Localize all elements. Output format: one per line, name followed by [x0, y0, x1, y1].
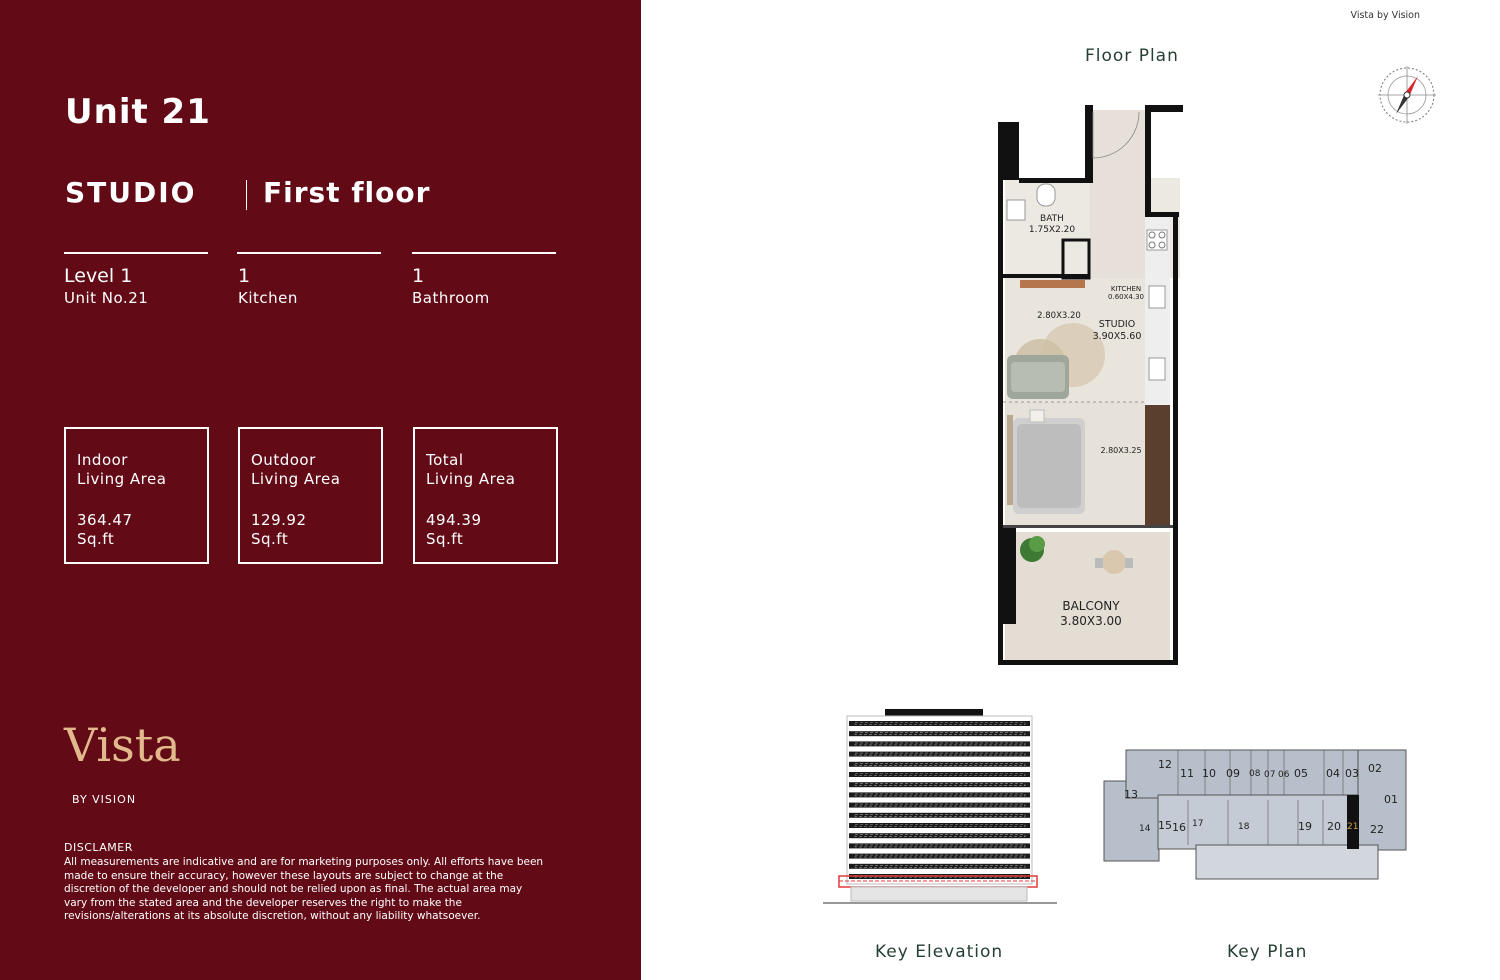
stat-value: Level 1 [64, 265, 133, 287]
stat-value: 1 [238, 265, 251, 287]
key-plan-title: Key Plan [1227, 942, 1308, 962]
key-plan-unit: 19 [1298, 820, 1312, 833]
key-plan-drawing [1098, 745, 1410, 885]
key-plan-unit: 18 [1238, 822, 1250, 832]
key-plan-unit: 07 [1264, 770, 1276, 780]
key-plan-unit: 08 [1249, 769, 1261, 779]
outdoor-area-box [238, 427, 383, 564]
elevation-floor-band [849, 792, 1030, 797]
unit-type: STUDIO [65, 176, 197, 209]
key-plan-unit: 17 [1192, 819, 1204, 829]
brand-subtitle: BY VISION [72, 793, 137, 806]
key-plan-unit: 16 [1172, 821, 1186, 834]
disclaimer-title: DISCLAMER [64, 841, 133, 854]
key-plan-unit: 12 [1158, 758, 1172, 771]
stat-rule [412, 252, 556, 254]
elevation-floor-band [849, 772, 1030, 777]
stat-kitchen [238, 265, 298, 307]
key-elevation-drawing [815, 705, 1065, 910]
stat-rule [237, 252, 381, 254]
total-area-box [413, 427, 558, 564]
area-unit: Sq.ft [251, 530, 289, 548]
key-plan-unit: 04 [1326, 767, 1340, 780]
key-plan-unit: 03 [1345, 767, 1359, 780]
key-plan-unit: 11 [1180, 767, 1194, 780]
top-brand-note: Vista by Vision [1350, 10, 1420, 21]
key-plan-unit: 01 [1384, 793, 1398, 806]
area-value: 129.92 [251, 511, 307, 529]
elevation-floor-band [849, 843, 1030, 848]
elevation-floor-band [849, 782, 1030, 787]
elevation-floor-band [849, 803, 1030, 808]
floor-plan-drawing [985, 100, 1190, 666]
area-unit: Sq.ft [77, 530, 115, 548]
key-plan-unit: 13 [1124, 788, 1138, 801]
elevation-floor-band [849, 721, 1030, 726]
stat-value: 1 [412, 265, 425, 287]
elevation-floor-band [849, 854, 1030, 859]
bath-dimensions: 1.75X2.20 [1028, 225, 1076, 235]
area-unit: Sq.ft [426, 530, 464, 548]
key-plan-unit: 09 [1226, 767, 1240, 780]
info-panel [0, 0, 641, 980]
key-plan-unit: 05 [1294, 767, 1308, 780]
unit-floor: First floor [263, 176, 431, 209]
area-label: Total Living Area [426, 451, 516, 488]
key-plan-unit: 15 [1158, 819, 1172, 832]
floor-plan-title: Floor Plan [1085, 46, 1179, 66]
key-plan-unit-highlight: 21 [1347, 822, 1359, 832]
disclaimer-text: All measurements are indicative and are for marketing purposes only. All efforts have been made to ensure their accuracy, however these layouts are subject to change at the discretion of the developer and should not be relied upon as final. The actual area may vary from the stated area and the developer reserves the right to make the revisions/alterations at its absolute discretion, without any liability whatsoever. [64, 856, 544, 923]
balcony-label: BALCONY [1062, 599, 1120, 613]
elevation-floor-band [849, 833, 1030, 838]
stat-label: Bathroom [412, 289, 490, 307]
key-plan-unit: 10 [1202, 767, 1216, 780]
bath-label: BATH [1040, 214, 1064, 224]
elevation-floor-band [849, 731, 1030, 736]
stat-rule [64, 252, 208, 254]
kitchen-label: KITCHEN [1110, 285, 1142, 293]
area-value: 364.47 [77, 511, 133, 529]
area-label: Outdoor Living Area [251, 451, 341, 488]
stat-bathroom [412, 265, 490, 307]
key-plan-unit: 20 [1327, 820, 1341, 833]
living-dimensions: 2.80X3.20 [1037, 311, 1081, 321]
kitchen-dimensions: 0.60X4.30 [1108, 293, 1144, 301]
key-plan-unit: 14 [1139, 824, 1151, 834]
elevation-floor-band [849, 741, 1030, 746]
stat-level [64, 265, 148, 307]
elevation-floor-band [849, 813, 1030, 818]
bedroom-dimensions: 2.80X3.25 [1100, 446, 1142, 455]
elevation-floor-band [849, 864, 1030, 869]
brand-logo-text: Vista [64, 718, 181, 772]
elevation-floor-band [849, 762, 1030, 767]
key-plan-unit: 06 [1278, 770, 1290, 780]
studio-label: STUDIO [1098, 319, 1136, 330]
elevation-floor-band [849, 823, 1030, 828]
key-elevation-title: Key Elevation [875, 942, 1004, 962]
key-plan-unit: 02 [1368, 762, 1382, 775]
elevation-floor-band [849, 752, 1030, 757]
unit-title: Unit 21 [65, 92, 211, 132]
studio-dimensions: 3.90X5.60 [1092, 331, 1142, 342]
area-label: Indoor Living Area [77, 451, 167, 488]
indoor-area-box [64, 427, 209, 564]
key-plan-unit: 22 [1370, 823, 1384, 836]
compass-icon [1376, 64, 1438, 126]
title-separator [246, 180, 247, 210]
stat-label: Kitchen [238, 289, 298, 307]
area-value: 494.39 [426, 511, 482, 529]
balcony-dimensions: 3.80X3.00 [1060, 614, 1122, 628]
stat-label: Unit No.21 [64, 289, 149, 307]
